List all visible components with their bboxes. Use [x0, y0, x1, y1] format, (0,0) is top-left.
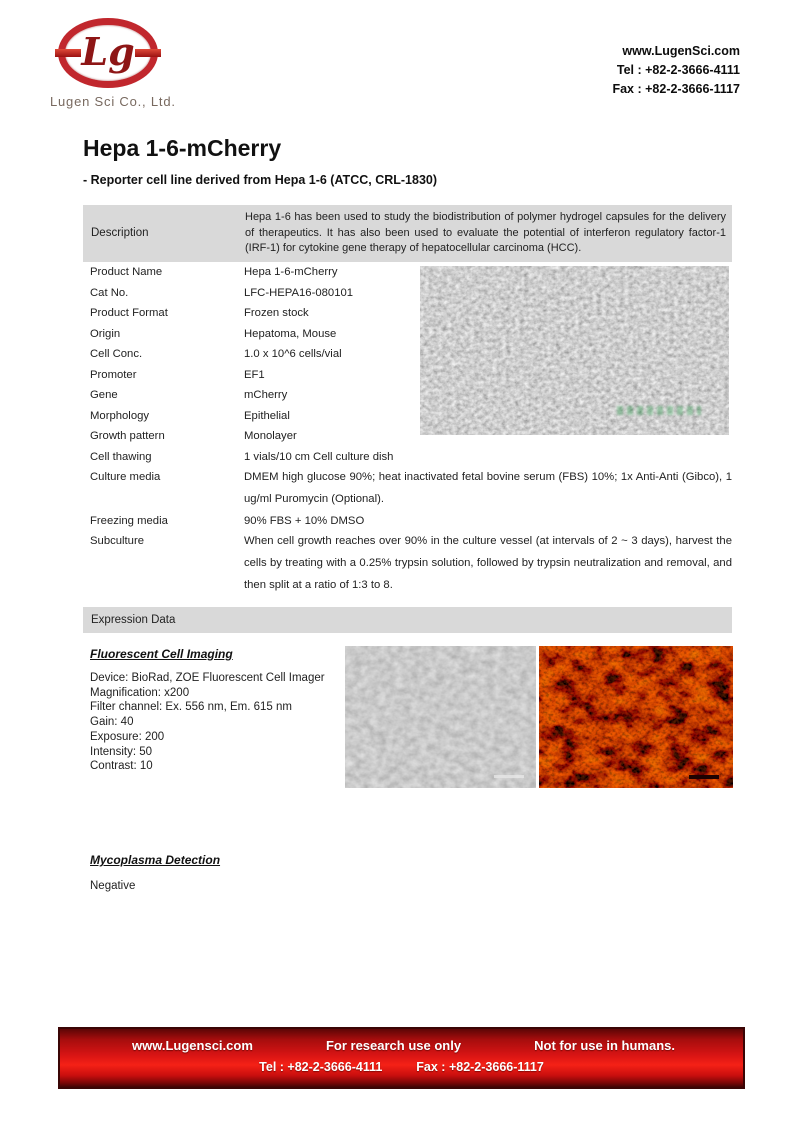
- footer-research-use: For research use only: [325, 1038, 462, 1053]
- contact-block: [612, 42, 740, 99]
- row-label: Promoter: [90, 368, 137, 381]
- imaging-heading: Fluorescent Cell Imaging: [90, 647, 233, 661]
- row-label: Cell Conc.: [90, 348, 143, 360]
- fluorescence-image: [539, 646, 733, 788]
- row-label: Gene: [90, 389, 118, 401]
- imaging-detail-intensity: Intensity: 50: [90, 745, 153, 758]
- imaging-detail-filter: Filter channel: Ex. 556 nm, Em. 615 nm: [90, 701, 292, 714]
- row-value: 1 vials/10 cm Cell culture dish: [244, 450, 394, 463]
- row-value: DMEM high glucose 90%; heat inactivated fetal bovine serum (FBS) 10%; 1x Anti-Anti (Gibco), 1 ug/ml Puromycin (Optional).: [244, 471, 732, 505]
- page-subtitle: - Reporter cell line derived from Hepa 1-6 (ATCC, CRL-1830): [83, 173, 438, 187]
- row-value: LFC-HEPA16-080101: [244, 286, 354, 299]
- row-value: Hepa 1-6-mCherry: [244, 266, 338, 278]
- scale-bar: [494, 775, 524, 778]
- table-row: [83, 467, 732, 511]
- description-text: Hepa 1-6 has been used to study the biodistribution of polymer hydrogel capsules for the delivery of therapeutics. It has also been used to evaluate the potential of interferon regulatory factor-1 (IRF-1) for cytokine gene therapy of hepatocellular carcinoma (HCC).: [245, 211, 726, 255]
- table-row: [83, 447, 732, 468]
- footer-line1: [132, 1038, 675, 1053]
- imaging-detail-exposure: Exposure: 200: [90, 730, 165, 743]
- row-label: Morphology: [90, 409, 150, 422]
- section-header-expression-data: Expression Data: [83, 607, 732, 633]
- row-value: 90% FBS + 10% DMSO: [244, 514, 365, 527]
- row-value: EF1: [244, 368, 265, 381]
- imaging-detail-gain: Gain: 40: [90, 716, 134, 729]
- footer-line2: [60, 1060, 743, 1074]
- contact-website: www.LugenSci.com: [622, 44, 740, 58]
- footer-banner: [58, 1027, 745, 1089]
- green-watermark: [617, 406, 701, 415]
- table-row: [83, 531, 732, 596]
- row-label: Origin: [90, 327, 121, 340]
- contact-fax: Fax : +82-2-3666-1117: [612, 82, 740, 96]
- imaging-detail-magnification: Magnification: x200: [90, 686, 190, 699]
- row-label: Product Name: [90, 266, 163, 278]
- footer-not-humans: Not for use in humans.: [534, 1038, 675, 1053]
- row-label: Product Format: [90, 307, 168, 319]
- row-value: Hepatoma, Mouse: [244, 327, 337, 340]
- row-label: Culture media: [90, 471, 161, 483]
- row-value: Epithelial: [244, 409, 290, 422]
- footer-fax: Fax : +82-2-3666-1117: [416, 1060, 544, 1074]
- page-title: Hepa 1-6-mCherry: [83, 135, 282, 161]
- mycoplasma-result: Negative: [90, 880, 136, 892]
- scale-bar: [689, 775, 719, 779]
- brightfield-image: [345, 646, 536, 788]
- row-label: Cell thawing: [90, 450, 152, 463]
- contact-tel: Tel : +82-2-3666-4111: [616, 63, 740, 77]
- row-value: When cell growth reaches over 90% in the culture vessel (at intervals of 2 ~ 3 days), harvest the cells by treating with a 0.25% trypsin solution, followed by trypsin neutralization and removal, and then split at a ratio of 1:3 to 8.: [244, 535, 732, 591]
- company-name: Lugen Sci Co., Ltd.: [50, 94, 176, 109]
- row-label: Freezing media: [90, 514, 168, 527]
- cell-culture-image: [420, 266, 729, 435]
- description-label: Description: [91, 227, 149, 240]
- logo-oval-icon: [58, 18, 158, 88]
- imaging-details: [90, 671, 325, 774]
- imaging-detail-device: Device: BioRad, ZOE Fluorescent Cell Imager: [90, 672, 325, 684]
- description-block: [83, 205, 732, 262]
- footer-tel: Tel : +82-2-3666-4111: [259, 1060, 383, 1074]
- row-value: Frozen stock: [244, 307, 309, 319]
- company-logo: [50, 18, 180, 109]
- row-label: Subculture: [90, 535, 145, 548]
- table-row: [83, 511, 732, 532]
- row-value: Monolayer: [244, 430, 297, 442]
- row-label: Cat No.: [90, 286, 129, 299]
- imaging-detail-contrast: Contrast: 10: [90, 760, 153, 773]
- footer-website: www.Lugensci.com: [132, 1038, 253, 1053]
- row-value: 1.0 x 10^6 cells/vial: [244, 348, 342, 360]
- mycoplasma-heading: Mycoplasma Detection: [90, 853, 221, 867]
- row-label: Growth pattern: [90, 430, 165, 442]
- logo-monogram: Lg: [81, 29, 135, 74]
- row-value: mCherry: [244, 389, 288, 401]
